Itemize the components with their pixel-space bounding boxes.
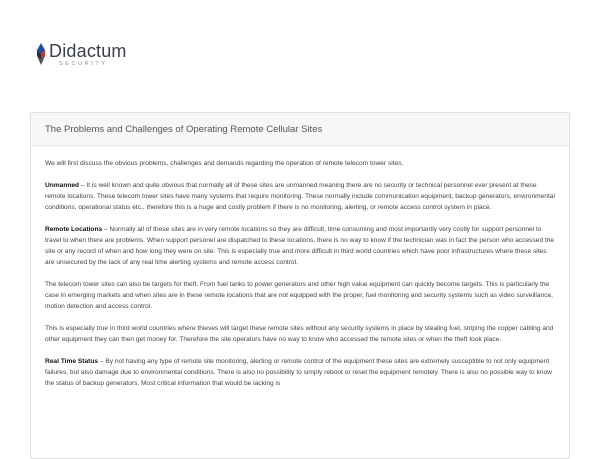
unmanned-term: Unmanned bbox=[45, 182, 80, 189]
remote-locations-paragraph bbox=[45, 224, 555, 268]
panel-header bbox=[31, 113, 569, 146]
intro-paragraph: We will first discuss the obvious problems, challenges and demands regarding the operation of remote telecom tower sites. bbox=[45, 160, 404, 167]
unmanned-text: – It is well known and quite obvious that normally all of these sites are unmanned meaning there are no security or technical personnel ever present at these remote locations. These telecom tower sites have many systems that require monitoring. These normally include communication equipment, backup generators, environmental conditions, operational status etc., therefore this is a huge and costly problem if there is no monitoring, alerting, or remote access control system in place. bbox=[45, 182, 555, 211]
logo[interactable] bbox=[36, 42, 127, 67]
page-title: The Problems and Challenges of Operating Remote Cellular Sites bbox=[45, 123, 323, 135]
brand-name: Didactum bbox=[49, 41, 127, 61]
theft-paragraph-2: This is especially true in third world countries where thieves will target these remote sites without any security systems in place by stealing fuel, striping the copper cabling and other equipment they can then get money for. Therefore the site operators have no way to know who accessed the remote sites or when the theft took place. bbox=[45, 325, 554, 343]
real-time-status-term: Real Time Status bbox=[45, 358, 99, 365]
theft-paragraph-1: The telecom tower sites can also be targets for theft. From fuel tanks to power generators and other high value equipment can quickly become targets. This is particularly the case in emerging markets and when sites are in these remote locations that are not equipped with the proper, fuel monitoring and security systems such as video surveillance, motion detection and access control. bbox=[45, 281, 553, 310]
diamond-logo-icon bbox=[36, 43, 46, 65]
article-body bbox=[31, 146, 569, 389]
real-time-status-text: – By not having any type of remote site monitoring, alerting or remote control of the equipment these sites are extremely susceptible to not only equipment failures, but also damage due to environmental conditions. There is also no possibility to simply reboot or reset the equipment remotely. There is also no possible way to know the status of backup generators. Most critical information that would be lacking is bbox=[45, 358, 552, 387]
real-time-status-paragraph bbox=[45, 356, 555, 389]
unmanned-paragraph bbox=[45, 180, 555, 213]
site-header bbox=[0, 0, 600, 112]
remote-locations-text: – Normally all of these sites are in very remote locations so they are difficult, time consuming and most importantly very costly for support personnel to travel to when there are problems. When support personel are dispatched to these locations, there is no way to know if the technician was in fact the person who accessed the site or any record of when and how long they were on site. This is especially true and more difficult in third world countries which have poor infrastructures where these sites are unsecured by the lack of any real time alerting systems and remote access control. bbox=[45, 226, 555, 266]
remote-locations-term: Remote Locations bbox=[45, 226, 103, 233]
article-panel bbox=[30, 112, 570, 459]
brand-subtitle: SECURITY bbox=[59, 61, 108, 67]
